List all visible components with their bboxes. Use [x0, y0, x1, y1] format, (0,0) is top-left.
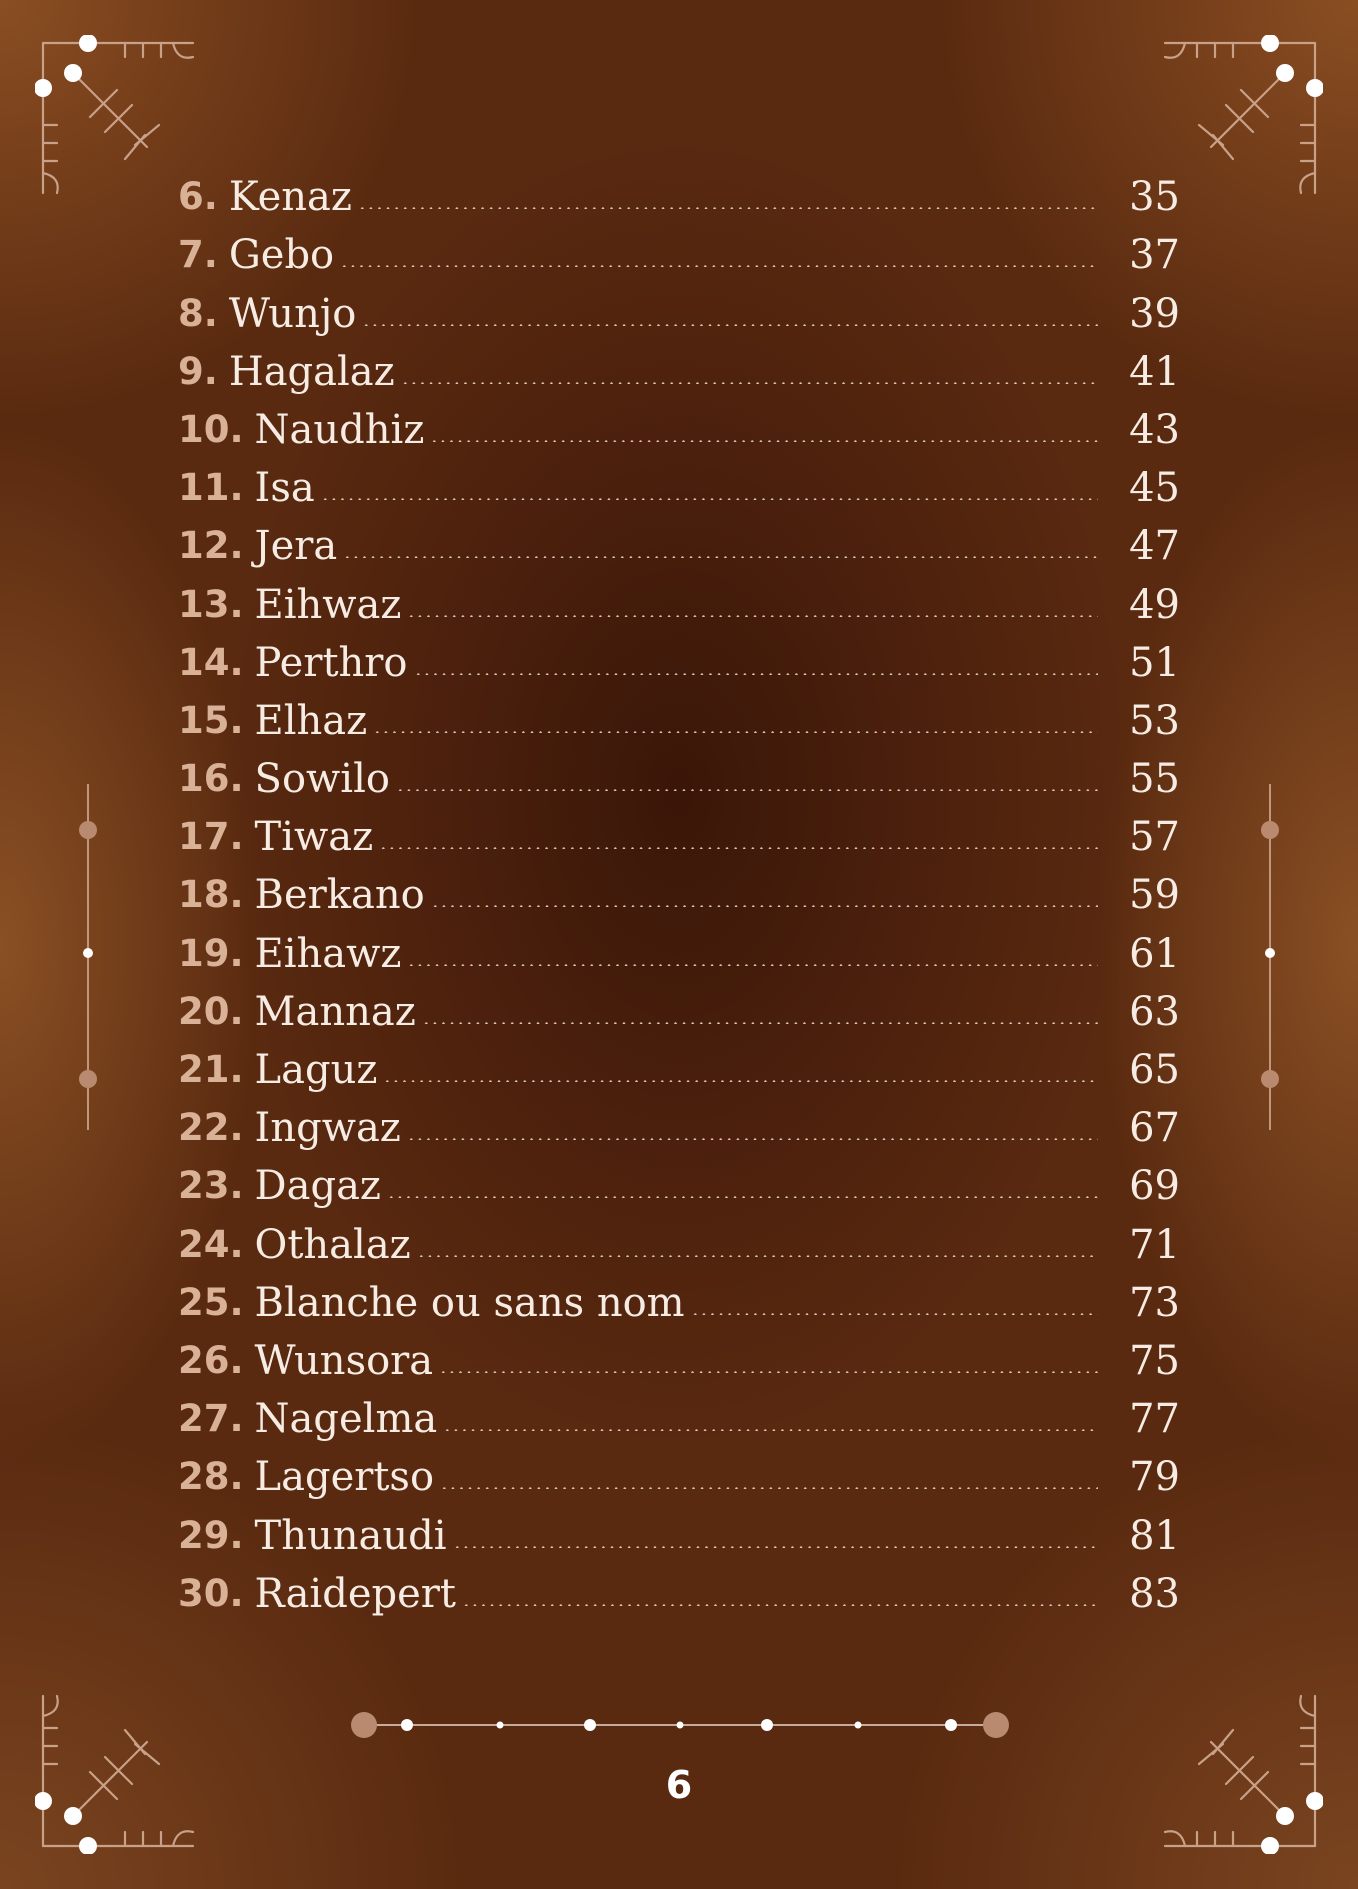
- toc-entry-page: 47: [1129, 523, 1180, 570]
- dot-leader: [358, 207, 1098, 209]
- dot-leader: [439, 1371, 1098, 1373]
- toc-entry-number: 23.: [178, 1164, 244, 1208]
- dot-leader: [373, 731, 1098, 733]
- dot-leader: [383, 1080, 1098, 1082]
- toc-entry-number: 14.: [178, 640, 244, 684]
- toc-entry-title: Lagertso: [254, 1454, 435, 1501]
- dot-leader: [691, 1313, 1098, 1315]
- toc-entry-page: 37: [1129, 232, 1180, 279]
- toc-entry-title: Thunaudi: [254, 1512, 447, 1559]
- dot-leader: [422, 1022, 1098, 1024]
- dot-leader: [343, 556, 1098, 558]
- toc-entry-page: 73: [1129, 1279, 1180, 1326]
- toc-entry-title: Eihawz: [254, 930, 402, 977]
- toc-entry: [178, 866, 1180, 924]
- toc-entry: [178, 750, 1180, 808]
- toc-entry-number: 12.: [178, 524, 244, 568]
- toc-entry-number: 20.: [178, 989, 244, 1033]
- toc-entry-page: 53: [1129, 697, 1180, 744]
- toc-entry-number: 10.: [178, 407, 244, 451]
- toc-entry-page: 65: [1129, 1047, 1180, 1093]
- dot-leader: [407, 1138, 1098, 1140]
- toc-entry: [178, 1332, 1180, 1390]
- toc-entry-number: 6.: [178, 175, 218, 219]
- toc-entry-page: 61: [1129, 930, 1180, 977]
- toc-entry-page: 51: [1129, 639, 1180, 686]
- toc-entry: [178, 575, 1180, 633]
- toc-entry-title: Mannaz: [254, 988, 416, 1035]
- toc-entry-title: Wunjo: [228, 290, 357, 337]
- toc-entry-page: 81: [1129, 1512, 1180, 1559]
- toc-entry: [178, 1390, 1180, 1448]
- dot-leader: [407, 615, 1098, 617]
- toc-entry-title: Jera: [254, 523, 338, 570]
- toc-entry-title: Ingwaz: [254, 1105, 401, 1152]
- toc-entry-number: 21.: [178, 1048, 244, 1091]
- toc-entry-number: 29.: [178, 1513, 244, 1557]
- toc-entry-page: 57: [1129, 814, 1180, 861]
- toc-entry-title: Wunsora: [254, 1337, 434, 1384]
- toc-entry-number: 15.: [178, 698, 244, 742]
- toc-entry: [178, 401, 1180, 459]
- toc-entry-number: 27.: [178, 1397, 244, 1441]
- dot-leader: [396, 789, 1098, 791]
- toc-entry-number: 17.: [178, 815, 244, 859]
- toc-entry-number: 24.: [178, 1222, 244, 1266]
- dot-leader: [379, 847, 1098, 849]
- toc-entry-number: 22.: [178, 1106, 244, 1150]
- toc-entry-page: 77: [1129, 1396, 1180, 1443]
- toc-entry-title: Elhaz: [254, 697, 368, 744]
- toc-entry: [178, 1448, 1180, 1506]
- dot-leader: [340, 265, 1098, 267]
- toc-entry-title: Kenaz: [228, 174, 352, 221]
- toc-entry: [178, 459, 1180, 517]
- dot-leader: [387, 1196, 1098, 1198]
- toc-entry-number: 13.: [178, 582, 244, 626]
- toc-entry-page: 59: [1129, 872, 1180, 919]
- toc-entry-page: 45: [1129, 465, 1180, 512]
- toc-entry-number: 18.: [178, 873, 244, 917]
- toc-entry-page: 55: [1129, 756, 1180, 803]
- dot-leader: [453, 1546, 1098, 1548]
- toc-entry-title: Nagelma: [254, 1396, 438, 1443]
- toc-entry-title: Eihwaz: [254, 581, 402, 628]
- dot-leader: [431, 905, 1098, 907]
- toc-entry: [178, 226, 1180, 284]
- toc-entry-page: 67: [1129, 1105, 1180, 1152]
- toc-entry-number: 26.: [178, 1338, 244, 1382]
- toc-entry-page: 41: [1129, 348, 1180, 395]
- toc-entry-page: 43: [1129, 406, 1180, 453]
- dot-leader: [443, 1429, 1098, 1431]
- toc-entry: [178, 692, 1180, 750]
- toc-entry: [178, 517, 1180, 575]
- dot-leader: [440, 1487, 1098, 1489]
- toc-entry: [178, 983, 1180, 1041]
- toc-entry-number: 28.: [178, 1455, 244, 1499]
- dot-leader: [321, 498, 1098, 500]
- toc-entry: [178, 1157, 1180, 1215]
- toc-entry: [178, 343, 1180, 401]
- page-number: 6: [665, 1763, 693, 1807]
- dot-leader: [362, 324, 1098, 326]
- toc-entry-number: 9.: [178, 349, 218, 393]
- dot-leader: [417, 1255, 1098, 1257]
- toc-entry: [178, 1041, 1180, 1099]
- toc-entry: [178, 168, 1180, 226]
- vertical-bead-line-icon: [73, 782, 103, 1132]
- toc-entry-title: Perthro: [254, 639, 408, 686]
- toc-entry-title: Raidepert: [254, 1570, 456, 1617]
- toc-entry: [178, 1565, 1180, 1623]
- toc-entry-title: Naudhiz: [254, 406, 425, 453]
- dot-leader: [401, 382, 1098, 384]
- toc-entry-number: 25.: [178, 1280, 244, 1324]
- toc-entry: [178, 1099, 1180, 1157]
- toc-entry-page: 75: [1129, 1337, 1180, 1384]
- toc-entry-title: Laguz: [254, 1047, 378, 1093]
- toc-entry-title: Hagalaz: [228, 348, 395, 395]
- toc-entry: [178, 284, 1180, 342]
- toc-entry-title: Gebo: [228, 232, 335, 279]
- dot-leader: [414, 673, 1099, 675]
- dot-leader: [462, 1604, 1098, 1606]
- toc-entry-number: 30.: [178, 1571, 244, 1615]
- toc-entry-number: 7.: [178, 233, 218, 277]
- toc-entry-number: 8.: [178, 291, 218, 335]
- toc-entry-title: Blanche ou sans nom: [254, 1279, 685, 1326]
- vertical-bead-line-icon: [1255, 782, 1285, 1132]
- toc-entry-page: 63: [1129, 988, 1180, 1035]
- dot-leader: [430, 440, 1098, 442]
- toc-entry-page: 39: [1129, 290, 1180, 337]
- beaded-divider-icon: [350, 1710, 1010, 1740]
- toc-entry-page: 49: [1129, 581, 1180, 628]
- toc-entry: [178, 634, 1180, 692]
- toc-entry-page: 79: [1129, 1454, 1180, 1501]
- toc-entry-title: Sowilo: [254, 756, 390, 803]
- table-of-contents: [178, 168, 1180, 1623]
- toc-entry-page: 83: [1129, 1570, 1180, 1617]
- toc-entry-title: Dagaz: [254, 1163, 381, 1210]
- dot-leader: [407, 964, 1098, 966]
- toc-entry: [178, 1215, 1180, 1273]
- toc-entry-title: Tiwaz: [254, 814, 374, 861]
- toc-entry: [178, 924, 1180, 982]
- toc-entry: [178, 808, 1180, 866]
- toc-entry: [178, 1506, 1180, 1564]
- toc-entry-number: 19.: [178, 931, 244, 975]
- toc-entry-title: Isa: [254, 465, 315, 512]
- toc-entry-number: 11.: [178, 466, 244, 510]
- toc-entry-page: 69: [1129, 1163, 1180, 1210]
- toc-entry-title: Othalaz: [254, 1221, 411, 1268]
- toc-entry-number: 16.: [178, 757, 244, 801]
- toc-entry-title: Berkano: [254, 872, 425, 919]
- toc-entry-page: 35: [1129, 174, 1180, 221]
- toc-entry: [178, 1274, 1180, 1332]
- toc-entry-page: 71: [1129, 1221, 1180, 1268]
